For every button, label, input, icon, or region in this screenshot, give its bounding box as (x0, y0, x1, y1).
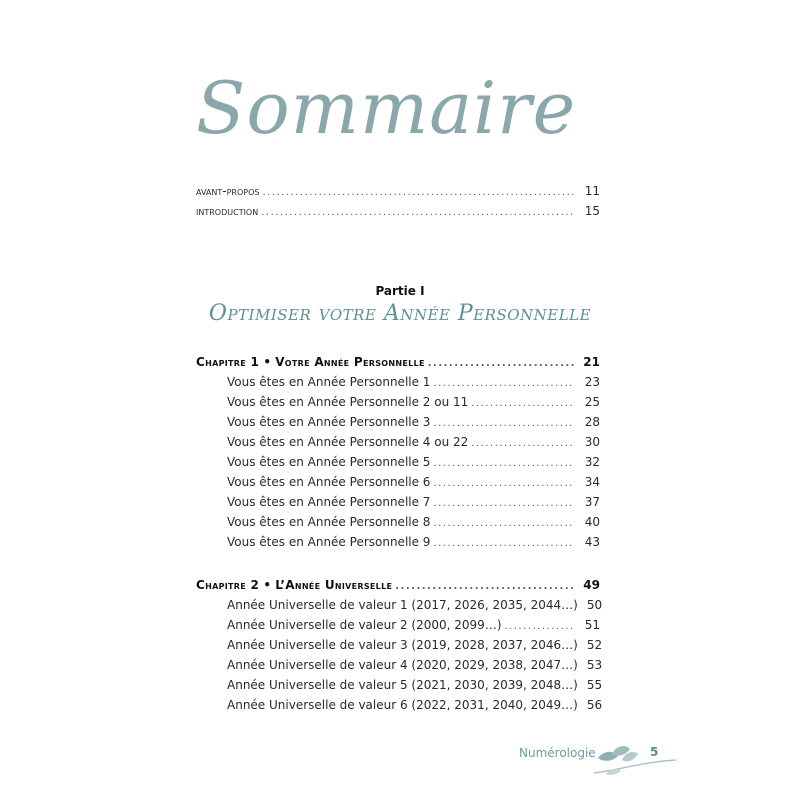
toc-entry-label: Année Universelle de valeur 1 (2017, 2026, 2035, 2044…) (227, 598, 578, 612)
toc-entry-label: Année Universelle de valeur 2 (2000, 2099…) (227, 618, 502, 632)
toc-entry-label: Vous êtes en Année Personnelle 4 ou 22 (227, 435, 469, 449)
chapter-prefix: Chapitre 2 (196, 578, 260, 592)
toc-entry-label: Vous êtes en Année Personnelle 5 (227, 455, 431, 469)
toc-entry-page: 55 (586, 678, 603, 692)
toc-entry[interactable] (196, 472, 600, 492)
toc-entry-page: 49 (583, 578, 600, 592)
toc-entry[interactable] (196, 392, 600, 412)
toc-entry-label: Vous êtes en Année Personnelle 9 (227, 535, 431, 549)
part-title: Optimiser votre Année Personnelle (208, 301, 592, 326)
toc-entry-page: 25 (584, 395, 600, 409)
toc-entry-page: 43 (584, 535, 600, 549)
page-number: 5 (650, 745, 659, 759)
dot-leader (433, 514, 574, 534)
chapter-heading (196, 575, 392, 595)
toc-entry-label: Année Universelle de valeur 5 (2021, 2030, 2039, 2048…) (227, 678, 578, 692)
toc-entry-page: 15 (584, 204, 600, 218)
toc-entry-page: 23 (584, 375, 600, 389)
toc-entry-page: 52 (586, 638, 603, 652)
dot-leader (262, 183, 574, 203)
dot-leader (471, 394, 574, 414)
dot-leader (433, 414, 574, 434)
toc-entry-label: Année Universelle de valeur 6 (2022, 2031, 2040, 2049…) (227, 698, 578, 712)
page-title: Sommaire (196, 66, 577, 150)
toc-entry-page: 11 (584, 184, 600, 198)
chapter-2-list (196, 575, 603, 715)
leaf-branch-icon (592, 740, 678, 776)
dot-leader (471, 434, 574, 454)
dot-leader (261, 203, 574, 223)
toc-entry[interactable] (196, 595, 603, 615)
toc-entry[interactable] (196, 432, 600, 452)
toc-entry-page: 28 (584, 415, 600, 429)
toc-entry[interactable] (196, 615, 600, 635)
toc-entry-label: avant-propos (196, 184, 260, 198)
chapter-bullet: • (259, 355, 276, 369)
chapter-bullet: • (259, 578, 276, 592)
toc-entry-page: 40 (584, 515, 600, 529)
toc-entry-label: Année Universelle de valeur 4 (2020, 2029, 2038, 2047…) (227, 658, 578, 672)
toc-entry-label: introduction (196, 204, 259, 218)
toc-entry-label: Vous êtes en Année Personnelle 6 (227, 475, 431, 489)
dot-leader (433, 534, 574, 554)
chapter-1-list (196, 352, 600, 552)
toc-entry-page: 32 (584, 455, 600, 469)
footer-book-title: Numérologie (519, 746, 596, 760)
toc-entry-page: 51 (584, 618, 600, 632)
dot-leader (433, 374, 574, 394)
toc-entry[interactable] (196, 412, 600, 432)
toc-chapter-2[interactable] (196, 575, 600, 595)
dot-leader (433, 474, 574, 494)
toc-entry-label: Vous êtes en Année Personnelle 1 (227, 375, 431, 389)
toc-entry-page: 50 (586, 598, 603, 612)
chapter-name: Votre Année Personnelle (275, 355, 425, 369)
toc-entry-page: 56 (586, 698, 603, 712)
toc-entry[interactable] (196, 492, 600, 512)
toc-entry[interactable] (196, 695, 603, 715)
toc-entry[interactable] (196, 675, 603, 695)
toc-entry-label: Vous êtes en Année Personnelle 7 (227, 495, 431, 509)
toc-entry[interactable] (196, 512, 600, 532)
toc-entry-label: Année Universelle de valeur 3 (2019, 2028, 2037, 2046…) (227, 638, 578, 652)
chapter-name: L’Année Universelle (275, 578, 393, 592)
chapter-heading (196, 352, 425, 372)
toc-entry-avant-propos[interactable] (196, 181, 600, 201)
toc-entry-page: 21 (583, 355, 600, 369)
part-number: Partie I (375, 284, 425, 298)
toc-entry[interactable] (196, 635, 603, 655)
dot-leader (395, 577, 574, 597)
toc-chapter-1[interactable] (196, 352, 600, 372)
toc-entry[interactable] (196, 452, 600, 472)
chapter-prefix: Chapitre 1 (196, 355, 260, 369)
toc-entry-label: Vous êtes en Année Personnelle 3 (227, 415, 431, 429)
toc-entry-label: Vous êtes en Année Personnelle 2 ou 11 (227, 395, 469, 409)
dot-leader (505, 617, 575, 637)
toc-entry-page: 30 (584, 435, 600, 449)
dot-leader (428, 354, 574, 374)
toc-entry-introduction[interactable] (196, 201, 600, 221)
toc-entry[interactable] (196, 372, 600, 392)
toc-entry[interactable] (196, 655, 603, 675)
toc-entry-page: 34 (584, 475, 600, 489)
toc-entry[interactable] (196, 532, 600, 552)
front-matter-list (196, 181, 600, 221)
dot-leader (433, 494, 574, 514)
toc-entry-label: Vous êtes en Année Personnelle 8 (227, 515, 431, 529)
dot-leader (433, 454, 574, 474)
toc-entry-page: 53 (586, 658, 603, 672)
toc-entry-page: 37 (584, 495, 600, 509)
